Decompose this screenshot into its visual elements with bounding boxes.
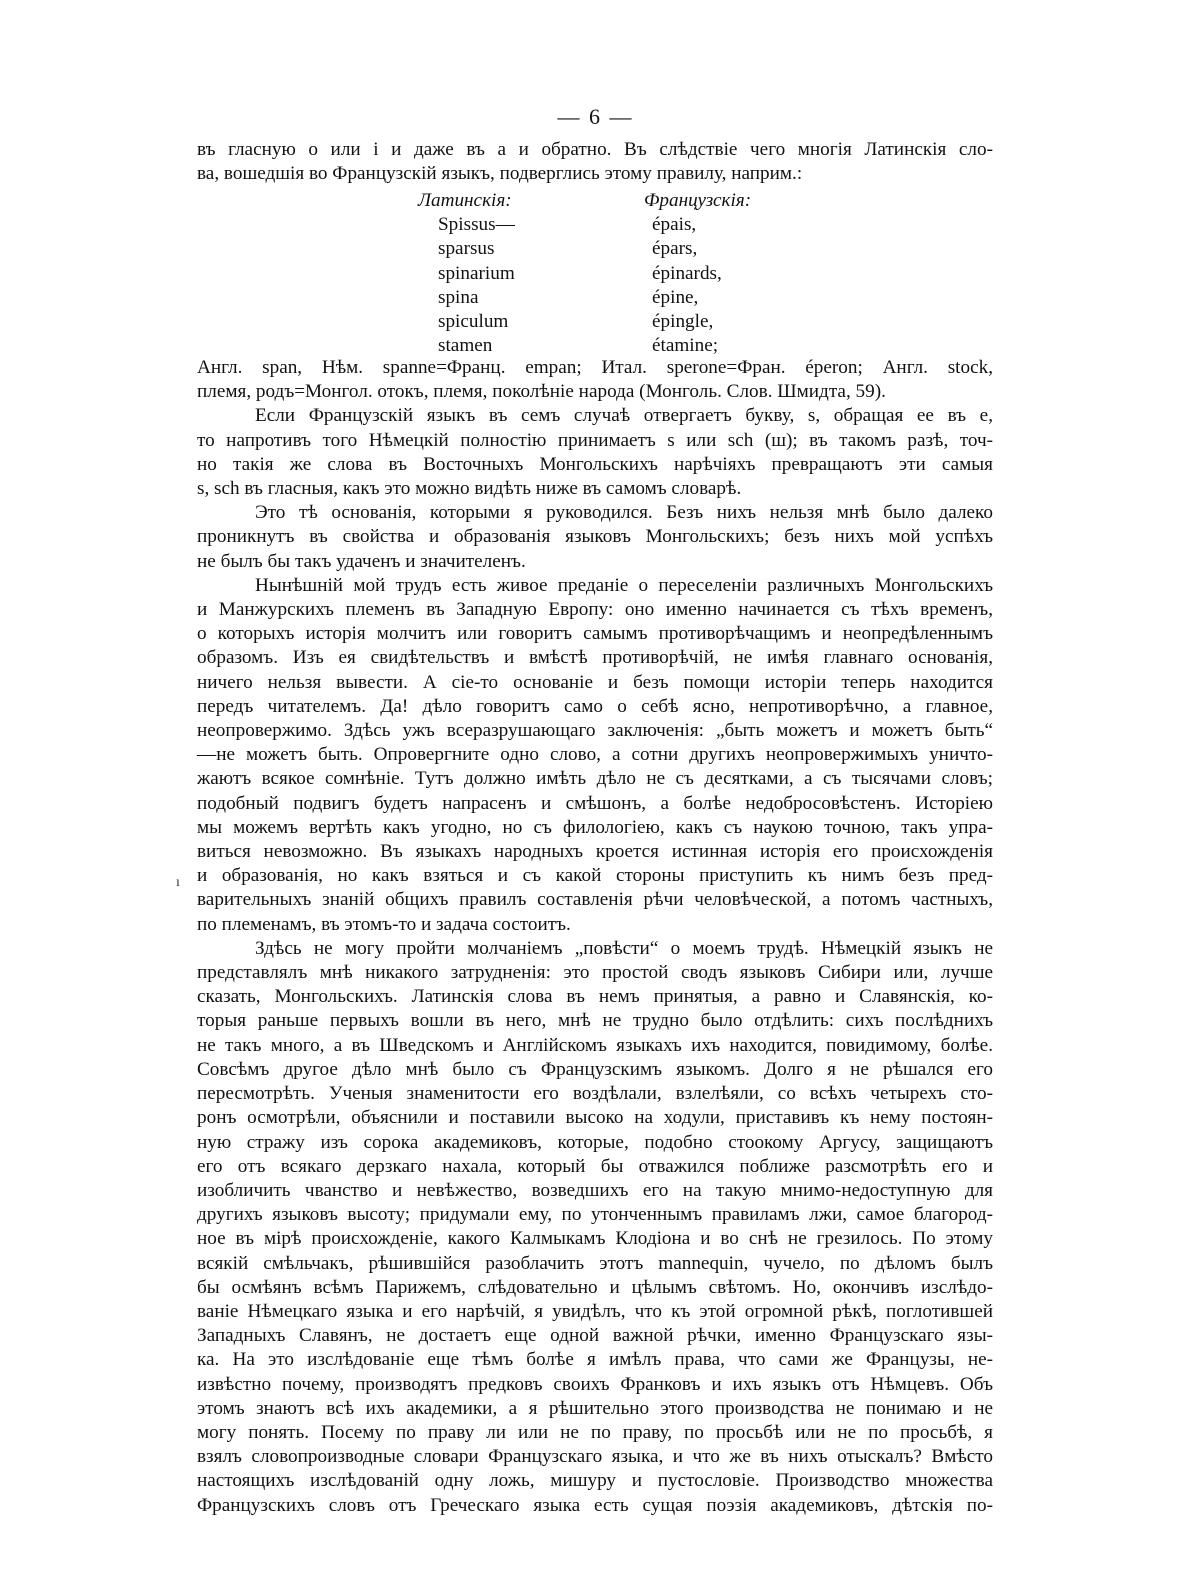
text-line: не такъ много, а въ Шведскомъ и Англійскомъ языкахъ ихъ находится, повидимому, болѣе.	[197, 1034, 993, 1056]
text-line: s, sch въ гласныя, какъ это можно видѣть ниже въ самомъ словарѣ.	[197, 478, 742, 500]
text-line: и образованія, но какъ взяться и съ какой стороны приступить къ нимъ безъ пред-	[197, 865, 993, 887]
text-line: всякій смѣльчакъ, рѣшившійся разоблачить этотъ mannequin, чучело, по дѣломъ былъ	[197, 1252, 993, 1274]
latin-word: spiculum	[438, 311, 509, 333]
french-word: épine,	[652, 286, 699, 308]
text-line: Западныхъ Славянъ, не достаетъ еще одной важной рѣчки, именно Французскаго язы-	[197, 1325, 993, 1347]
text-line: проникнутъ въ свойства и образованія языковъ Монгольскихъ; безъ нихъ мой успѣхъ	[197, 526, 993, 548]
text-line: Здѣсь не могу пройти молчаніемъ „повѣсти“ о моемъ трудѣ. Нѣмецкій языкъ не	[255, 937, 993, 959]
text-line: жаютъ всякое сомнѣніе. Тутъ должно имѣть дѣло не съ десятками, а съ тысячами словъ;	[197, 768, 993, 790]
text-line: племя, родъ=Монгол. отокъ, племя, поколѣніе народа (Монголь. Слов. Шмидта, 59).	[197, 381, 886, 403]
french-word: épinards,	[652, 262, 722, 284]
text-line: бы осмѣянъ всѣмъ Парижемъ, слѣдовательно и цѣлымъ свѣтомъ. Но, окончивъ изслѣдо-	[197, 1276, 993, 1298]
text-line: настоящихъ изслѣдованій одну ложь, мишуру и пустословіе. Производство множества	[197, 1470, 993, 1492]
latin-column-header: Латинскія:	[418, 190, 512, 211]
text-line: но такія же слова въ Восточныхъ Монгольскихъ нарѣчіяхъ превращаютъ эти самыя	[197, 453, 993, 475]
french-word: épingle,	[652, 311, 714, 333]
text-line: ное въ мірѣ происхожденіе, какого Калмыкамъ Клодіона и во снѣ не грезилось. По этому	[197, 1228, 993, 1250]
text-line: не былъ бы такъ удаченъ и значителенъ.	[197, 550, 526, 572]
french-column	[640, 189, 860, 358]
text-line: подобный подвигъ будетъ напрасенъ и смѣшонъ, а болѣе недобросовѣстенъ. Исторіею	[197, 792, 993, 814]
page-number: — 6 —	[557, 104, 634, 129]
text-line: о которыхъ исторія молчитъ или говоритъ самымъ противорѣчащимъ и неопредѣленнымъ	[197, 623, 993, 645]
latin-word: stamen	[438, 335, 493, 357]
text-line: этомъ знаютъ всѣ ихъ академики, а я рѣшительно этого производства не понимаю и не	[197, 1397, 993, 1419]
body-text	[197, 356, 993, 1518]
text-line: мы можемъ вертѣть какъ угодно, но съ филологіею, какъ съ наукою точною, такъ упра-	[197, 816, 993, 838]
text-line: ничего нельзя вывести. А сіе-то основаніе и безъ помощи исторіи теперь находится	[197, 671, 993, 693]
text-line: Нынѣшній мой трудъ есть живое преданіе о переселеніи различныхъ Монгольскихъ	[255, 574, 993, 596]
text-line: то напротивъ того Нѣмецкій полностію принимаетъ s или sch (ш); въ такомъ разѣ, точ-	[197, 429, 993, 451]
text-line: виться невозможно. Въ языкахъ народныхъ кроется истинная исторія его происхожденія	[197, 841, 993, 863]
text-line: сказать, Монгольскихъ. Латинскія слова въ немъ принятыя, а равно и Славянскія, ко-	[197, 986, 993, 1008]
text-line: по племенамъ, въ этомъ-то и задача состоитъ.	[197, 913, 571, 935]
text-line: передъ читателемъ. Да! дѣло говоритъ само о себѣ ясно, непротиворѣчно, а главное,	[197, 695, 993, 717]
french-word: étamine;	[652, 335, 719, 357]
text-line: извѣстно почему, производятъ предковъ своихъ Франковъ и ихъ языкъ отъ Нѣмцевъ. Объ	[197, 1373, 993, 1395]
french-word: épars,	[652, 238, 698, 260]
french-column-header: Французскія:	[644, 190, 752, 211]
text-line: изобличить чванство и невѣжество, возведшихъ его на такую мнимо-недоступную для	[197, 1179, 993, 1201]
latin-word: Spissus—	[438, 214, 515, 236]
text-line: неопровержимо. Здѣсь ужъ всеразрушающаго заключенія: „быть можетъ и можетъ быть“	[197, 720, 993, 742]
text-line: варительныхъ знаній общихъ правилъ составленія рѣчи человѣческой, а потомъ частныхъ,	[197, 889, 993, 911]
text-line: другихъ языковъ высоту; придумали ему, по утонченнымъ правиламъ лжи, самое благород-	[197, 1204, 993, 1226]
text-line: его отъ всякаго дерзкаго нахала, который бы отважился поближе разсмотрѣть его и	[197, 1155, 993, 1177]
text-line: Совсѣмъ другое дѣло мнѣ было съ Французскимъ языкомъ. Долго я не рѣшался его	[197, 1058, 993, 1080]
text-line: взялъ словопроизводные словари Французскаго языка, и что же въ нихъ отыскалъ? Вмѣсто	[197, 1446, 993, 1468]
text-line: Англ. span, Нѣм. spanne=Франц. empan; Итал. sperone=Фран. éperon; Англ. stock,	[197, 357, 993, 378]
text-line: и Манжурскихъ племенъ въ Западную Европу: оно именно начинается съ тѣхъ временъ,	[197, 599, 993, 621]
text-line: ваніе Нѣмецкаго языка и его нарѣчій, я увидѣлъ, что къ этой огромной рѣкѣ, поглотившей	[197, 1300, 993, 1322]
latin-column	[420, 189, 600, 358]
text-line: образомъ. Изъ ея свидѣтельствъ и вмѣстѣ противорѣчій, не имѣя главнаго основанія,	[197, 647, 993, 669]
text-line: въ гласную о или і и даже въ а и обратно. Въ слѣдствіе чего многія Латинскія сло-	[197, 139, 993, 160]
latin-word: spinarium	[438, 262, 515, 284]
text-line: ную стражу изъ сорока академиковъ, которые, подобно стоокому Аргусу, защищаютъ	[197, 1131, 993, 1153]
french-word: épais,	[652, 214, 697, 236]
intro-paragraph	[197, 138, 993, 186]
text-line: торыя раньше первыхъ вошли въ него, мнѣ не трудно было отдѣлить: сихъ послѣднихъ	[197, 1010, 993, 1032]
latin-word: spina	[438, 286, 479, 308]
text-line: Если Французскій языкъ въ семъ случаѣ отвергаетъ букву, s, обращая ее въ е,	[255, 405, 993, 427]
text-line: пересмотрѣть. Ученыя знаменитости его воздѣлали, взлелѣяли, со всѣхъ четырехъ сто-	[197, 1083, 993, 1105]
latin-word: sparsus	[438, 238, 495, 260]
text-line: —не можетъ быть. Опровергните одно слово, а сотни другихъ неопровержимыхъ уничто-	[197, 744, 993, 766]
text-line: ронъ осмотрѣли, объяснили и поставили высоко на ходули, приставивъ къ нему постоян-	[197, 1107, 993, 1129]
text-line: Французскихъ словъ отъ Греческаго языка есть сущая поэзія академиковъ, дѣтскія по-	[197, 1494, 993, 1516]
margin-mark: ı	[176, 875, 180, 890]
text-line: представлялъ мнѣ никакого затрудненія: это простой сводъ языковъ Сибири или, лучше	[197, 962, 993, 984]
text-line: ка. На это изслѣдованіе еще тѣмъ болѣе я имѣлъ права, что сами же Французы, не-	[197, 1349, 993, 1371]
text-line: могу понять. Посему по праву ли или не по праву, по просьбѣ или не по просьбѣ, я	[197, 1421, 993, 1443]
text-line: ва, вошедшія во Французскій языкъ, подверглись этому правилу, наприм.:	[197, 163, 803, 185]
text-line: Это тѣ основанія, которыми я руководился. Безъ нихъ нельзя мнѣ было далеко	[255, 502, 993, 524]
